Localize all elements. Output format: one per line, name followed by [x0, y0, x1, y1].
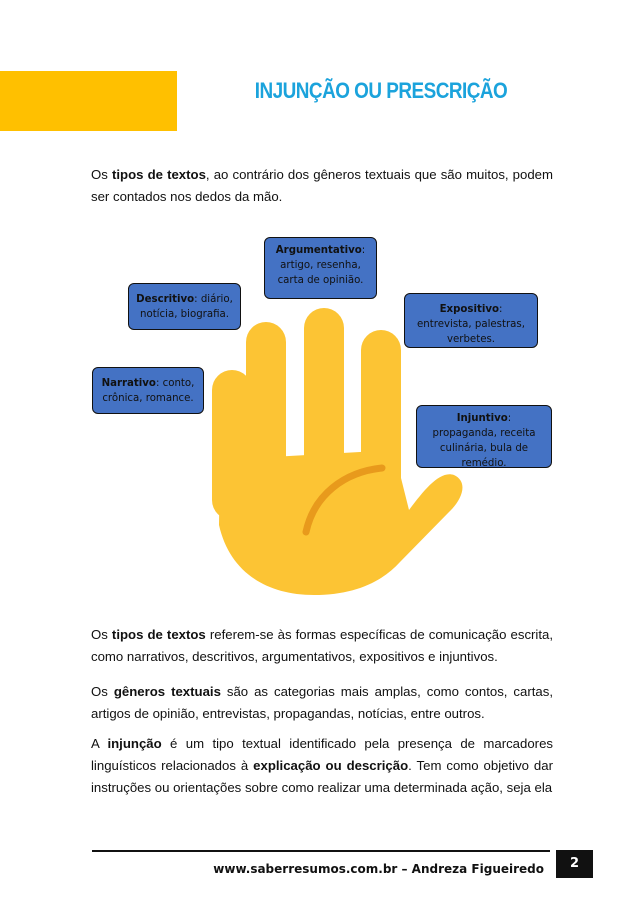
- callout-descritivo: Descritivo: diário, notícia, biografia.: [128, 283, 241, 330]
- body-paragraph-generos: [91, 681, 553, 725]
- callout-term: Descritivo: [136, 294, 195, 305]
- text-end: . Tem como objetivo dar instruções ou orientações sobre como realizar uma determinada ação, seja ela: [91, 758, 553, 795]
- intro-text-start: Os: [91, 167, 112, 182]
- callout-term: Expositivo: [439, 304, 499, 315]
- header-accent-bar: [0, 71, 177, 131]
- footer-credit: www.saberresumos.com.br – Andreza Figueiredo: [213, 862, 544, 876]
- intro-paragraph: [91, 164, 553, 208]
- bold-term: injunção: [107, 736, 162, 751]
- callout-narrativo: Narrativo: conto, crônica, romance.: [92, 367, 204, 414]
- text-end: são as categorias mais amplas, como contos, cartas, artigos de opinião, entrevistas, propagandas, notícias, entre outros.: [91, 684, 553, 721]
- intro-text-end: , ao contrário dos gêneros textuais que são muitos, podem ser contados nos dedos da mão.: [91, 167, 554, 204]
- callout-term: Argumentativo: [275, 245, 362, 256]
- text-start: Os: [91, 627, 112, 642]
- intro-bold-term: tipos de textos: [111, 167, 206, 182]
- bold-term: tipos de textos: [111, 627, 206, 642]
- bold-term: gêneros textuais: [113, 684, 221, 699]
- callout-desc: diário, notícia, biografia.: [140, 294, 233, 320]
- text-middle: é um tipo textual identificado pela presença de marcadores linguísticos relacionados à: [91, 736, 553, 773]
- callout-expositivo: Expositivo: entrevista, palestras, verbetes.: [404, 293, 538, 348]
- callout-desc: artigo, resenha, carta de opinião.: [277, 260, 364, 286]
- callout-desc: conto, crônica, romance.: [102, 378, 195, 404]
- page-number: 2: [556, 850, 593, 878]
- callout-term: Narrativo: [101, 378, 156, 389]
- text-end: referem-se às formas específicas de comunicação escrita, como narrativos, descritivos, argumentativos, expositivos e injuntivos.: [91, 627, 554, 664]
- body-paragraph-injuncao: [91, 733, 553, 799]
- bold-term: explicação ou descrição: [253, 758, 409, 773]
- page-title: INJUNÇÃO OU PRESCRIÇÃO: [254, 78, 508, 103]
- text-start: Os: [91, 684, 114, 699]
- callout-term: Injuntivo: [456, 413, 508, 424]
- body-paragraph-tipos: [91, 624, 553, 668]
- callout-argumentativo: Argumentativo: artigo, resenha, carta de opinião.: [264, 237, 377, 299]
- callout-desc: entrevista, palestras, verbetes.: [417, 319, 525, 345]
- callout-injuntivo: Injuntivo: propaganda, receita culinária, bula de remédio.: [416, 405, 552, 468]
- text-start: A: [91, 736, 108, 751]
- callout-desc: propaganda, receita culinária, bula de remédio.: [432, 428, 536, 469]
- footer-divider: [92, 850, 550, 852]
